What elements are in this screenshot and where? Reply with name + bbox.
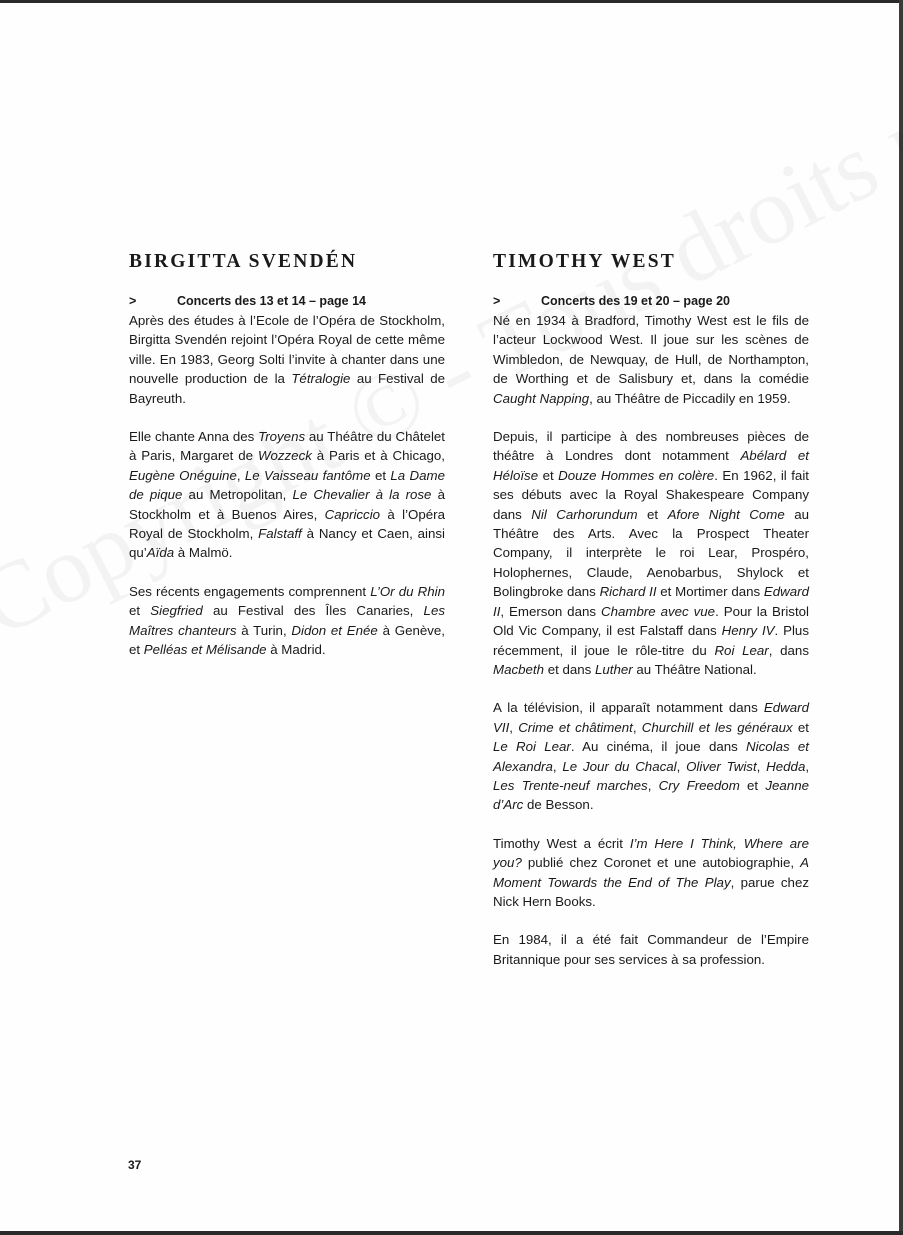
bio-paragraph: Après des études à l’Ecole de l’Opéra de Stockholm, Birgitta Svendén rejoint l’Opéra Royal de cette même ville. En 1983, Georg Solti l’invite à chanter dans une nouvelle production de la Tétralogie au Festival de Bayreuth. <box>129 313 445 406</box>
artist-name: BIRGITTA SVENDÉN <box>129 251 358 272</box>
biography-birgitta-svenden <box>129 248 445 679</box>
scan-edge-right <box>899 0 903 1235</box>
scan-edge-bottom <box>0 1231 903 1235</box>
work-title: Capriccio <box>324 506 381 522</box>
work-title: Richard II <box>599 584 657 600</box>
work-title: Caught Napping <box>493 390 590 406</box>
bio-paragraph: Depuis, il participe à des nombreuses pièces de théâtre à Londres dont notamment Abélard et Héloïse et Douze Hommes en colère. En 1962, il fait ses débuts avec la Royal Shakespeare Company dans Nil Carhorundum et Afore Night Come au Théâtre des Arts. Avec la Prospect Theater Company, il interprète le roi Lear, Prospéro, Holophernes, Claude, Aenobarbus, Shylock et Bolingbroke dans Richard II et Mortimer dans Edward II, Emerson dans Chambre avec vue. Pour la Bristol Old Vic Company, il est Falstaff dans Henry IV. Plus récemment, il joue le rôle-titre du Roi Lear, dans Macbeth et dans Luther au Théâtre National. <box>493 429 810 677</box>
work-title: Didon et Enée <box>291 622 378 638</box>
work-title: L’Or du Rhin <box>370 583 445 599</box>
page-number: 37 <box>128 1158 142 1172</box>
work-title: I’m Here I Think, Where are you? <box>493 835 809 871</box>
work-title: Les Maîtres chanteurs <box>129 603 445 638</box>
concert-dates: Concerts des 19 et 20 – page 20 <box>541 294 730 308</box>
work-title: Siegfried <box>150 603 203 619</box>
work-title: Nicolas et Alexandra <box>493 739 809 774</box>
concert-dates: Concerts des 13 et 14 – page 14 <box>177 294 366 308</box>
work-title: Edward II <box>493 584 809 619</box>
work-title: Henry IV <box>721 623 775 639</box>
work-title: Nil Carhorundum <box>531 506 638 522</box>
work-title: Abélard et Héloïse <box>493 448 809 483</box>
work-title: Les Trente-neuf marches <box>493 777 648 793</box>
work-title: Le Roi Lear <box>493 739 571 755</box>
bio-paragraph: En 1984, il a été fait Commandeur de l’Empire Britannique pour ses services à sa profession. <box>493 932 809 967</box>
work-title: Eugène Onéguine <box>129 467 237 483</box>
work-title: Chambre avec vue <box>600 603 716 619</box>
work-title: Aïda <box>146 545 175 561</box>
work-title: Afore Night Come <box>667 506 785 522</box>
work-title: Luther <box>595 661 633 677</box>
concert-reference <box>493 292 809 311</box>
work-title: Le Jour du Chacal <box>562 758 677 774</box>
bio-paragraph: Elle chante Anna des Troyens au Théâtre du Châtelet à Paris, Margaret de Wozzeck à Paris et à Chicago, Eugène Onéguine, Le Vaisseau fantôme et La Dame de pique au Metropolitan, Le Chevalier à la rose à Stockholm et à Buenos Aires, Capriccio à l’Opéra Royal de Stockholm, Falstaff à Nancy et Caen, ainsi qu’Aïda à Malmö. <box>129 429 446 561</box>
bio-paragraph: A la télévision, il apparaît notamment dans Edward VII, Crime et châtiment, Churchill et les généraux et Le Roi Lear. Au cinéma, il joue dans Nicolas et Alexandra, Le Jour du Chacal, Oliver Twist, Hedda, Les Trente-neuf marches, Cry Freedom et Jeanne d’Arc de Besson. <box>493 700 810 813</box>
work-title: Hedda <box>766 758 806 774</box>
work-title: Falstaff <box>258 526 302 542</box>
work-title: Cry Freedom <box>658 777 740 793</box>
work-title: A Moment Towards the End of The Play <box>493 855 809 890</box>
work-title: La Dame de pique <box>129 467 445 503</box>
bio-paragraph: Ses récents engagements comprennent L’Or du Rhin et Siegfried au Festival des Îles Canaries, Les Maîtres chanteurs à Turin, Didon et Enée à Genève, et Pelléas et Mélisande à Madrid. <box>129 583 445 658</box>
arrow-marker: > <box>493 294 501 308</box>
work-title: Oliver Twist <box>686 758 757 774</box>
biography-timothy-west <box>493 248 809 988</box>
work-title: Roi Lear <box>714 642 769 658</box>
work-title: Macbeth <box>493 661 544 677</box>
work-title: Douze Hommes en colère <box>558 467 715 483</box>
work-title: Le Chevalier à la rose <box>292 487 432 503</box>
work-title: Wozzeck <box>257 448 312 464</box>
work-title: Churchill et les généraux <box>641 719 793 735</box>
artist-name: TIMOTHY WEST <box>493 251 676 272</box>
bio-paragraph: Né en 1934 à Bradford, Timothy West est le fils de l’acteur Lockwood West. Il joue sur les scènes de Wimbledon, de Newquay, de Hull, de Northampton, de Worthing et de Salisbury et, dans la comédie Caught Napping, au Théâtre de Piccadily en 1959. <box>493 313 809 406</box>
work-title: Crime et châtiment <box>518 719 633 735</box>
scan-edge-top <box>0 0 903 3</box>
work-title: Tétralogie <box>291 371 351 387</box>
work-title: Troyens <box>258 429 306 445</box>
work-title: Le Vaisseau fantôme <box>244 467 371 483</box>
arrow-marker: > <box>129 294 137 308</box>
work-title: Edward VII <box>493 700 809 735</box>
work-title: Pelléas et Mélisande <box>143 642 267 658</box>
concert-reference <box>129 292 445 311</box>
work-title: Jeanne d’Arc <box>493 777 809 813</box>
bio-paragraph: Timothy West a écrit I’m Here I Think, Where are you? publié chez Coronet et une autobiographie, A Moment Towards the End of The Play, parue chez Nick Hern Books. <box>493 835 809 909</box>
